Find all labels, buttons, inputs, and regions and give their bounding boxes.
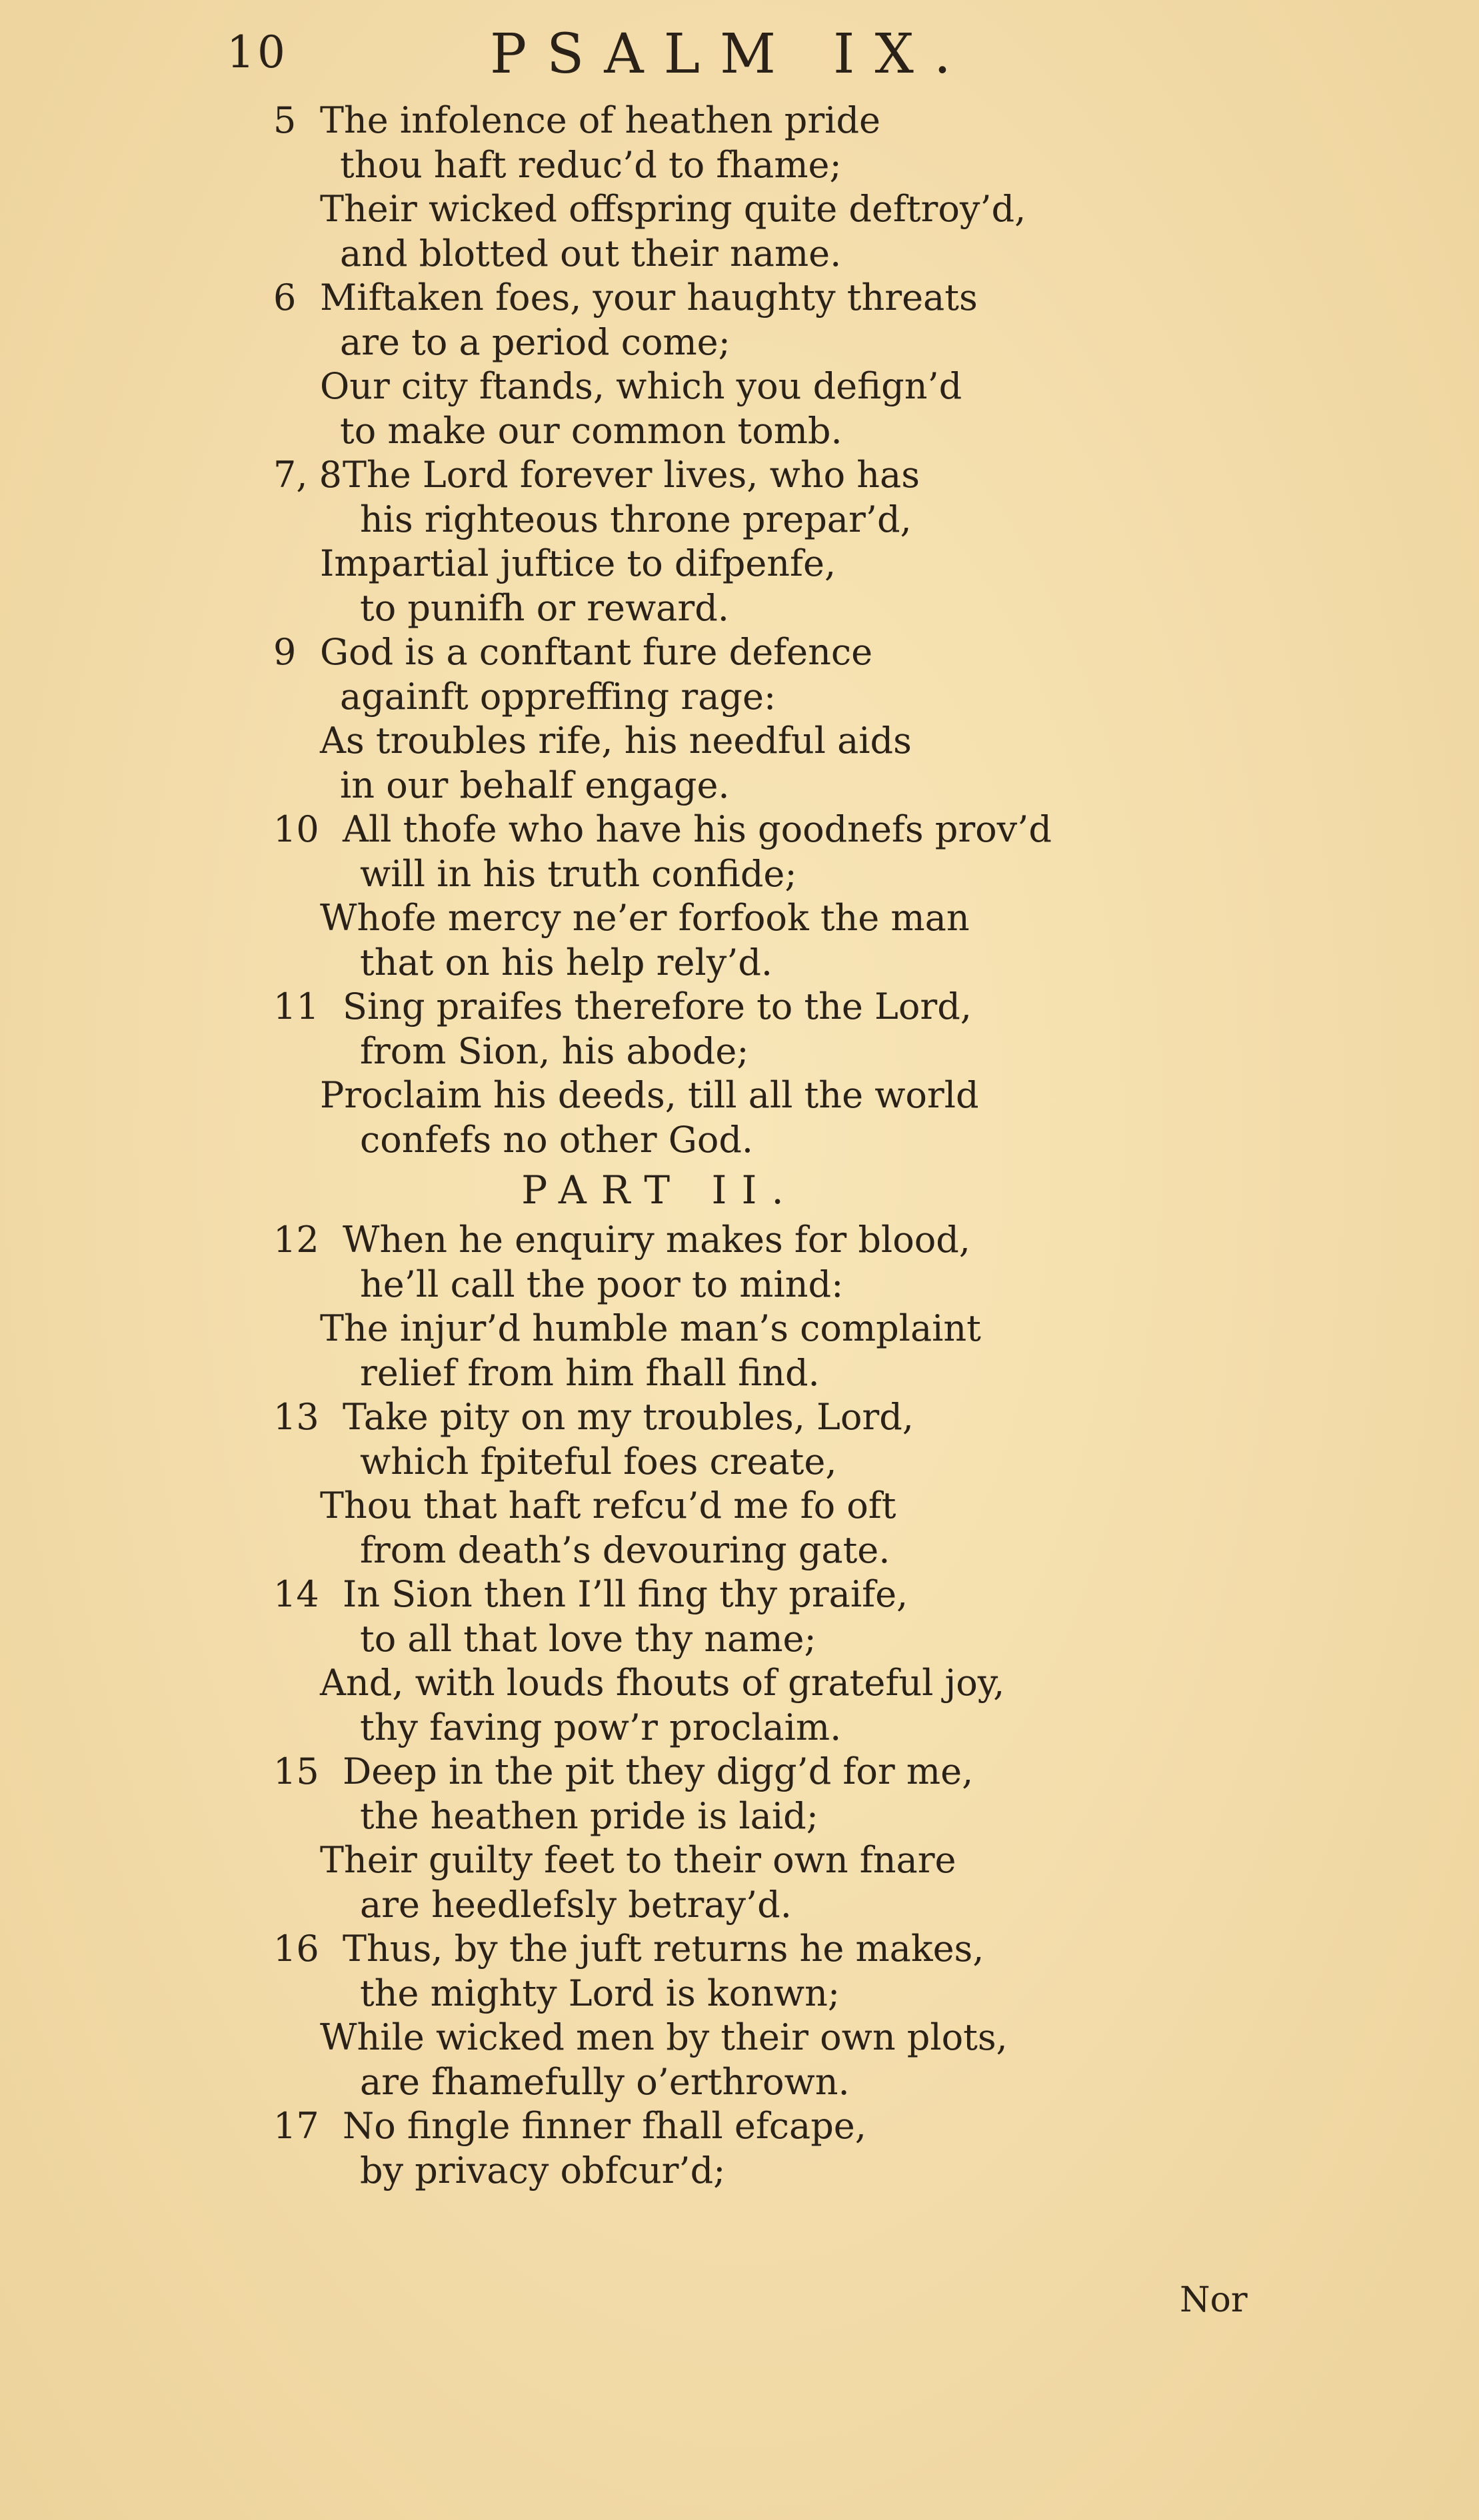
verse-line: which fpiteful foes create, (360, 1440, 837, 1483)
verse (273, 808, 1126, 985)
verse-number: 7, 8 (273, 454, 343, 496)
verse-line: to make our common tomb. (340, 409, 842, 452)
verse-line (273, 808, 1126, 852)
verse-line: by privacy obfcur’d; (360, 2149, 726, 2192)
verse-number: 17 (273, 2105, 319, 2147)
verse-line: that on his help rely’d. (360, 941, 773, 983)
verse-line (273, 453, 1126, 498)
verse-line (273, 985, 1126, 1029)
verse-line: and blotted out their name. (340, 232, 842, 275)
verse-line-text: Deep in the pit they digg’d for me, (343, 1750, 974, 1792)
verse (273, 1218, 1126, 1395)
verse-line: thy faving pow’r proclaim. (360, 1706, 842, 1748)
psalm-text (273, 99, 1126, 2193)
verse (273, 985, 1126, 1162)
verse-line-text: The infolence of heathen pride (320, 99, 880, 141)
verse-line: from Sion, his abode; (360, 1029, 749, 1072)
verse-line-text: Miftaken foes, your haughty threats (320, 277, 978, 318)
verse-number: 12 (273, 1219, 319, 1261)
verse-number: 16 (273, 1928, 319, 1970)
verse-line: to punifh or reward. (360, 586, 729, 629)
verse-line-text: When he enquiry makes for blood, (343, 1219, 970, 1261)
verse (273, 2104, 1126, 2193)
verse-line: Impartial juftice to difpenfe, (320, 542, 836, 584)
verse-line: Our city ftands, which you defign’d (320, 365, 962, 407)
verse (273, 630, 1126, 808)
verse-line (273, 1750, 1126, 1794)
verse-line: Whofe mercy ne’er forfook the man (320, 897, 970, 939)
verse (273, 276, 1126, 453)
verse-line: he’ll call the poor to mind: (360, 1263, 844, 1305)
part-heading: PART II. (521, 1167, 798, 1213)
verse-line-text: In Sion then I’ll fing thy praife, (343, 1573, 908, 1615)
verse-line (273, 276, 1126, 320)
verse-number: 6 (273, 277, 297, 318)
verse-line: relief from him fhall find. (360, 1351, 820, 1394)
verse (273, 1573, 1126, 1750)
verse-line: As troubles rife, his needful aids (320, 720, 912, 762)
verse-line-text: The Lord forever lives, who has (343, 454, 920, 496)
verse-line-text: All thofe who have his goodnefs prov’d (343, 808, 1052, 850)
verse-line (273, 630, 1126, 675)
verse-line: to all that love thy name; (360, 1617, 816, 1660)
verse-line: Their wicked offspring quite deftroy’d, (320, 188, 1026, 230)
catchword: Nor (1180, 2280, 1248, 2320)
verse-line: And, with louds fhouts of grateful joy, (320, 1662, 1005, 1704)
verse-line (273, 2104, 1126, 2149)
verse-line: from death’s devouring gate. (360, 1529, 890, 1571)
verse-line: the heathen pride is laid; (360, 1794, 818, 1837)
verse-number: 15 (273, 1750, 319, 1792)
verse-line: thou haft reduc’d to fhame; (340, 143, 842, 186)
verse-line (273, 1927, 1126, 1972)
verse (273, 1750, 1126, 1927)
verse (273, 1395, 1126, 1573)
running-head: PSALM IX. (490, 23, 971, 86)
page-number: 10 (227, 27, 288, 78)
verse-line: againft oppreffing rage: (340, 675, 776, 718)
verse-line-text: No fingle finner fhall efcape, (343, 2105, 866, 2147)
verse-line: Their guilty feet to their own fnare (320, 1839, 956, 1881)
verse-line: in our behalf engage. (340, 764, 730, 806)
verse-line-text: God is a conftant fure defence (320, 631, 873, 673)
verse (273, 1927, 1126, 2104)
verse-line: are fhamefully o’erthrown. (360, 2060, 850, 2103)
verse-line: Thou that haft refcu’d me fo oft (320, 1485, 896, 1527)
verse-line: the mighty Lord is konwn; (360, 1972, 840, 2014)
verse-line: are heedlefsly betray’d. (360, 1883, 792, 1926)
verse-line (273, 99, 1126, 143)
verse (273, 99, 1126, 276)
verse-number: 14 (273, 1573, 319, 1615)
verse-line: While wicked men by their own plots, (320, 2016, 1008, 2058)
verse-line: confefs no other God. (360, 1118, 754, 1161)
verse-line (273, 1218, 1126, 1263)
verse-line: The injur’d humble man’s complaint (320, 1307, 981, 1349)
verse-number: 10 (273, 808, 319, 850)
part-two (273, 1218, 1126, 2193)
verse-number: 5 (273, 99, 297, 141)
verse-line (273, 1573, 1126, 1617)
part-one (273, 99, 1126, 1162)
verse (273, 453, 1126, 630)
verse-line: Proclaim his deeds, till all the world (320, 1074, 979, 1116)
verse-line: his righteous throne prepar’d, (360, 498, 912, 540)
verse-line (273, 1395, 1126, 1440)
verse-number: 11 (273, 985, 319, 1027)
verse-line-text: Sing praifes therefore to the Lord, (343, 985, 972, 1027)
verse-line-text: Thus, by the juft returns he makes, (343, 1928, 984, 1970)
verse-line: will in his truth confide; (360, 852, 797, 895)
verse-number: 13 (273, 1396, 319, 1438)
verse-line: are to a period come; (340, 320, 731, 363)
verse-line-text: Take pity on my troubles, Lord, (343, 1396, 914, 1438)
verse-number: 9 (273, 631, 297, 673)
